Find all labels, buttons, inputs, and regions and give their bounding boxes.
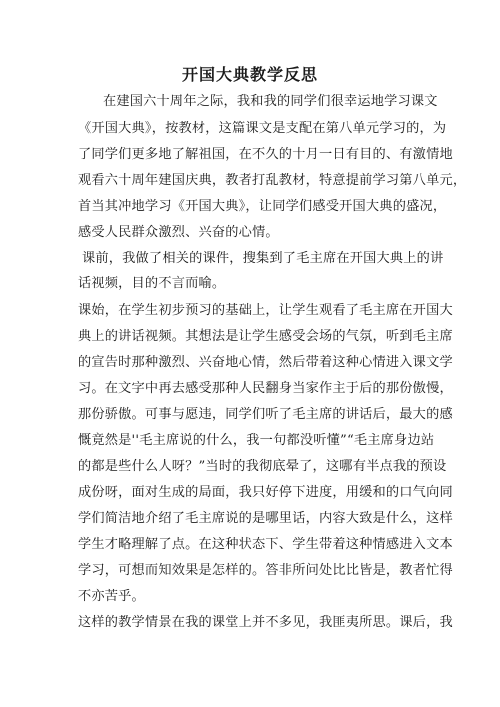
- paragraph-line: 典上的讲话视频。其想法是让学生感受会场的气氛，听到毛主席: [78, 329, 453, 344]
- paragraph-line: 慨竟然是''毛主席说的什么，我一句都没听懂”“毛主席身边站: [78, 433, 435, 448]
- paragraph-line: 这样的教学情景在我的课堂上并不多见，我匪夷所思。课后，我: [78, 615, 453, 630]
- paragraph-line: 话视频，目的不言而喻。: [78, 276, 226, 291]
- paragraph-line: 课始，在学生初步预习的基础上，让学生观看了毛主席在开国大: [78, 303, 453, 318]
- paragraph-line: 了同学们更多地了解祖国，在不久的十月一日有目的、有激情地: [78, 147, 453, 162]
- paragraph-line: 那份骄傲。可事与愿违，同学们听了毛主席的讲话后，最大的感: [78, 407, 453, 422]
- paragraph-line: 学习，可想而知效果是怎样的。答非所问处比比皆是，教者忙得: [78, 563, 453, 578]
- paragraph-line: 不亦苦乎。: [78, 589, 145, 604]
- document-title: 开国大典教学反思: [181, 65, 318, 84]
- paragraph-line: 《开国大典》，按教材，这篇课文是支配在第八单元学习的，为: [78, 121, 447, 136]
- paragraph-line: 首当其冲地学习《开国大典》，让同学们感受开国大典的盛况，: [78, 199, 447, 214]
- paragraph-line: 成份呀，面对生成的局面，我只好停下进度，用缓和的口气向同: [78, 485, 453, 500]
- paragraph-line: 在建国六十周年之际，我和我的同学们很幸运地学习课文: [103, 94, 438, 109]
- paragraph-line: 观看六十周年建国庆典，教者打乱教材，特意提前学习第八单元，: [78, 173, 467, 188]
- paragraph-line: 的都是些什么人呀？”当时的我彻底晕了，这哪有半点我的预设: [78, 459, 447, 474]
- paragraph-line: 课前，我做了相关的课件，搜集到了毛主席在开国大典上的讲: [82, 251, 444, 266]
- paragraph-line: 习。在文字中再去感受那种人民翻身当家作主于后的那份傲慢，: [78, 381, 453, 396]
- paragraph-line: 的宣告时那种激烈、兴奋地心情，然后带着这种心情进入课文学: [78, 355, 453, 370]
- paragraph-line: 感受人民群众激烈、兴奋的心情。: [78, 225, 279, 240]
- paragraph-line: 学们简洁地介绍了毛主席说的是哪里话，内容大致是什么，这样: [78, 511, 453, 526]
- paragraph-line: 学生才略理解了点。在这种状态下、学生带着这种情感进入文本: [78, 537, 453, 552]
